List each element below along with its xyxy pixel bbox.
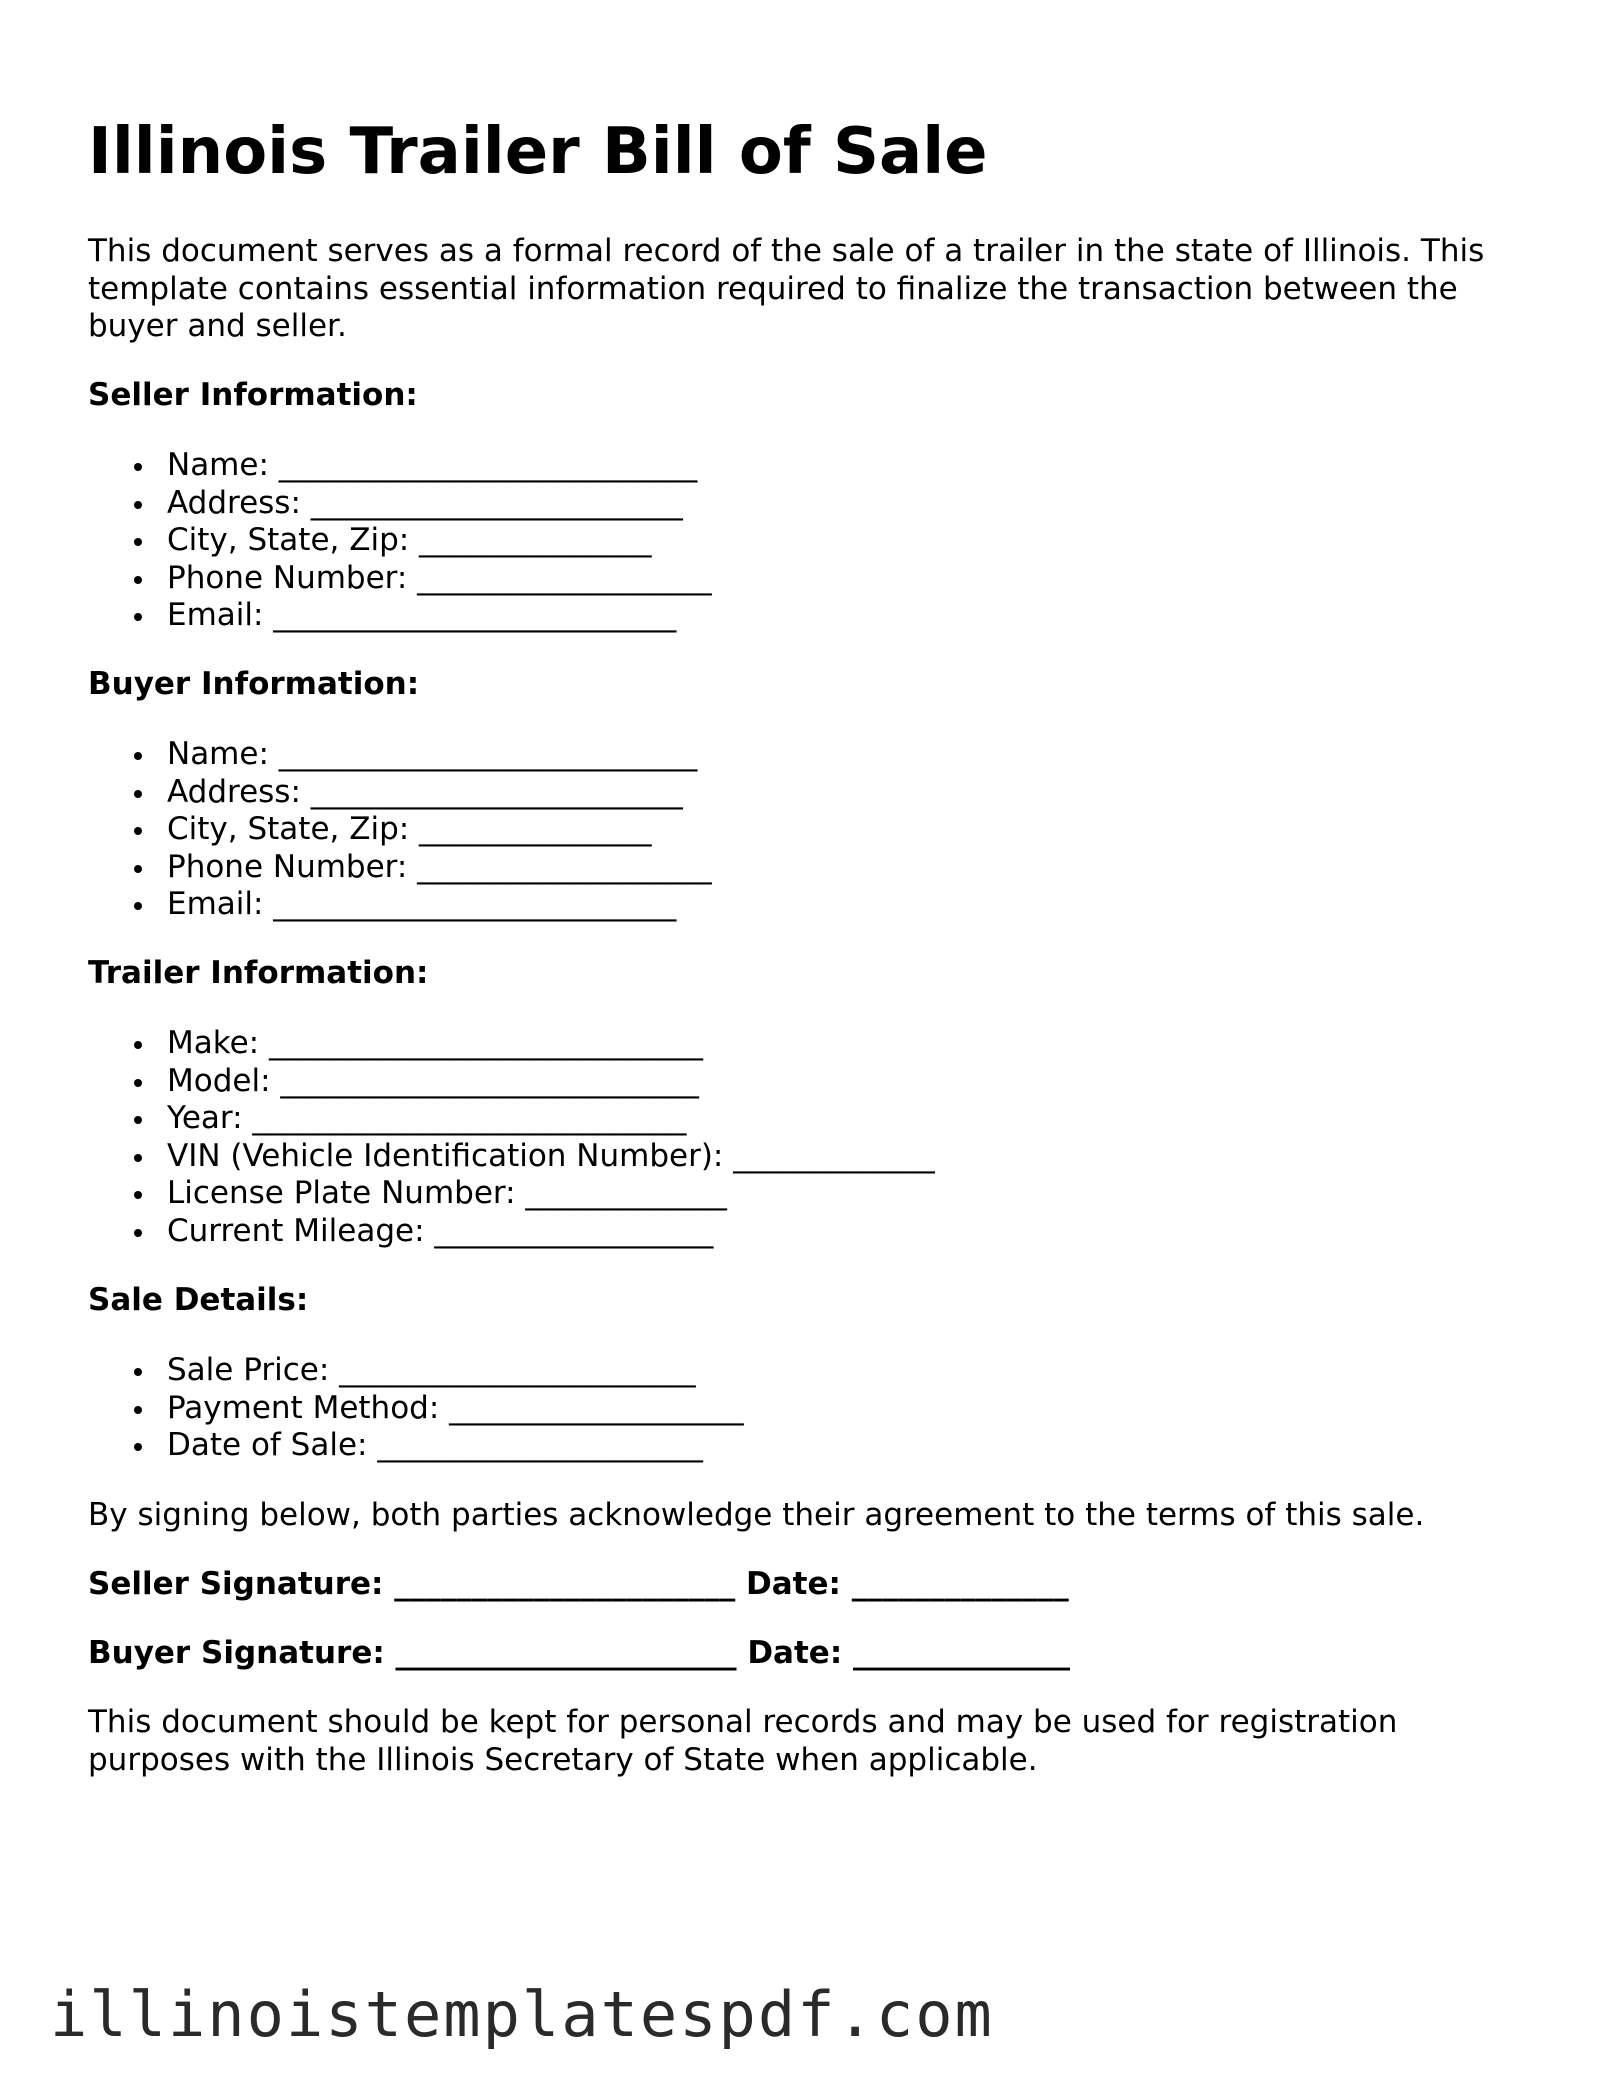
page-title: Illinois Trailer Bill of Sale	[88, 115, 988, 189]
trailer-field-list	[88, 1025, 935, 1250]
buyer-phone-field: Phone Number: ___________________	[88, 849, 712, 887]
buyer-field-list	[88, 736, 712, 924]
sale-field-list	[88, 1352, 744, 1465]
buyer-heading: Buyer Information:	[88, 666, 420, 702]
trailer-year-field: Year: ____________________________	[88, 1100, 935, 1138]
sale-price-field: Sale Price: _______________________	[88, 1352, 744, 1390]
date-of-sale-field: Date of Sale: _____________________	[88, 1427, 744, 1465]
trailer-make-field: Make: ____________________________	[88, 1025, 935, 1063]
seller-phone-field: Phone Number: ___________________	[88, 560, 712, 598]
trailer-license-plate-field: License Plate Number: _____________	[88, 1175, 935, 1213]
acknowledgement-text: By signing below, both parties acknowledge their agreement to the terms of this sale.	[88, 1497, 1425, 1533]
sale-details-heading: Sale Details:	[88, 1282, 309, 1318]
closing-note: This document should be kept for personal records and may be used for registration purposes with the Illinois Secretary of State when applicable.	[88, 1704, 1398, 1778]
buyer-email-field: Email: __________________________	[88, 886, 712, 924]
buyer-name-field: Name: ___________________________	[88, 736, 712, 774]
seller-signature-line: Seller Signature: ______________________ Date: ______________	[88, 1566, 1069, 1602]
intro-paragraph: This document serves as a formal record of the sale of a trailer in the state of Illinois. This template contains essential information required to finalize the transaction between the buyer and seller.	[88, 233, 1485, 344]
buyer-address-field: Address: ________________________	[88, 774, 712, 812]
seller-city-state-zip-field: City, State, Zip: _______________	[88, 522, 712, 560]
trailer-mileage-field: Current Mileage: __________________	[88, 1213, 935, 1251]
trailer-vin-field: VIN (Vehicle Identification Number): _____________	[88, 1138, 935, 1176]
seller-address-field: Address: ________________________	[88, 485, 712, 523]
buyer-signature-line: Buyer Signature: ______________________ Date: ______________	[88, 1635, 1071, 1671]
payment-method-field: Payment Method: ___________________	[88, 1390, 744, 1428]
buyer-city-state-zip-field: City, State, Zip: _______________	[88, 811, 712, 849]
seller-email-field: Email: __________________________	[88, 597, 712, 635]
seller-field-list	[88, 447, 712, 635]
site-watermark: illinoistemplatespdf.com	[50, 1978, 994, 2051]
trailer-model-field: Model: ___________________________	[88, 1063, 935, 1101]
seller-heading: Seller Information:	[88, 377, 418, 413]
seller-name-field: Name: ___________________________	[88, 447, 712, 485]
trailer-heading: Trailer Information:	[88, 955, 429, 991]
